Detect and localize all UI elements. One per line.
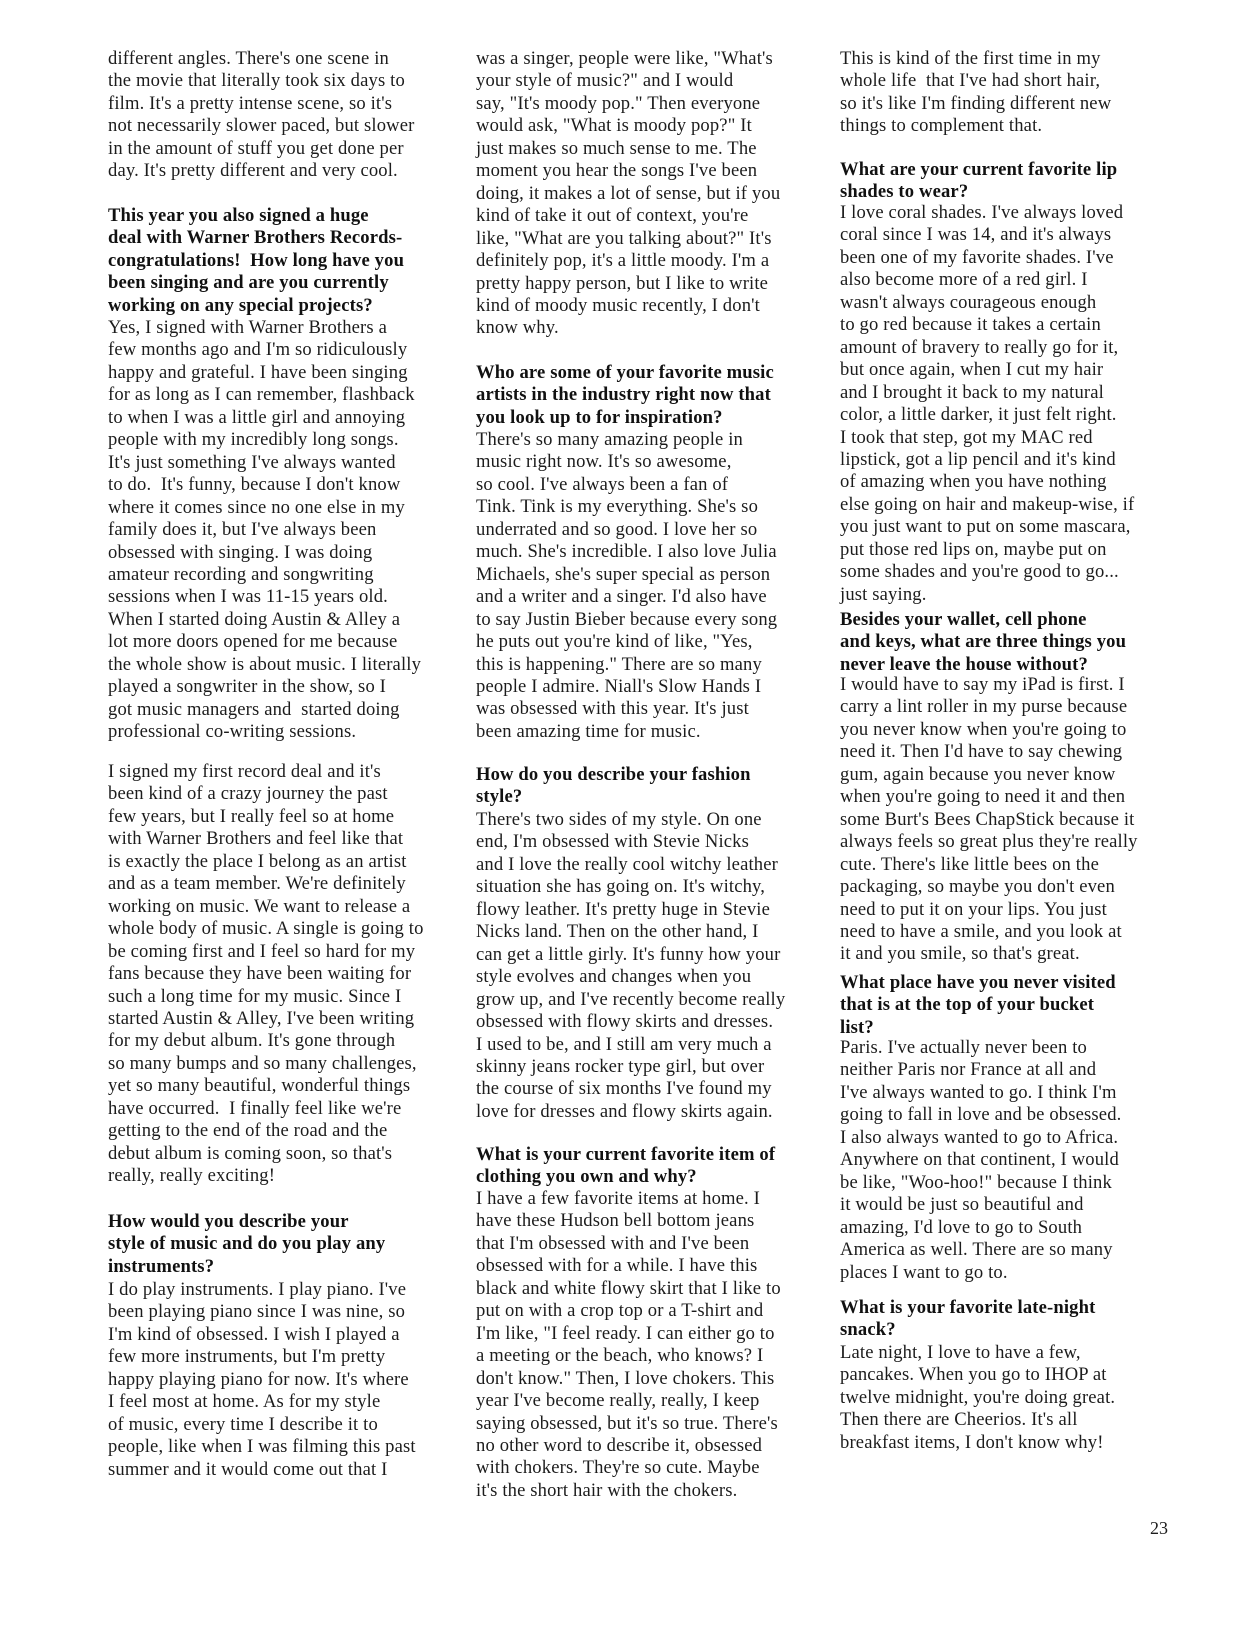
- paragraph: Late night, I love to have a few, pancakes. When you go to IHOP at twelve midnight, you're doing great. Then there are Cheerios. It's all breakfast items, I don't know why!: [840, 1342, 1116, 1453]
- question-heading: What place have you never visited that is at the top of your bucket list?: [840, 972, 1116, 1038]
- paragraph: I signed my first record deal and it's been kind of a crazy journey the past few years, but I really feel so at home with Warner Brothers and feel like that is exactly the place I belong as an artist and as a team member. We're definitely working on music. We want to release a whole body of music. A single is going to be coming first and I feel so hard for my fans because they have been waiting for such a long time for my music. Since I started Austin & Alley, I've been writing for my debut album. It's gone through so many bumps and so many challenges, yet so many beautiful, wonderful things have occurred. I finally feel like we're getting to the end of the road and the debut album is coming soon, so that's really, really exciting!: [108, 761, 424, 1187]
- page-number: 23: [1150, 1518, 1168, 1538]
- paragraph: There's so many amazing people in music right now. It's so awesome, so cool. I've always been a fan of Tink. Tink is my everything. She's so underrated and so good. I love her so much. She's incredible. I also love Julia Michaels, she's super special as person and a writer and a singer. I'd also have to say Justin Bieber because every song he puts out you're kind of like, "Yes, this is happening." There are so many people I admire. Niall's Slow Hands I was obsessed with this year. It's just been amazing time for music.: [476, 429, 778, 742]
- paragraph: different angles. There's one scene in the movie that literally took six days to film. It's a pretty intense scene, so it's not necessarily slower paced, but slower in the amount of stuff you get done per day. It's pretty different and very cool.: [108, 48, 415, 182]
- paragraph: Paris. I've actually never been to neither Paris nor France at all and I've always wanted to go. I think I'm going to fall in love and be obsessed. I also always wanted to go to Africa. Anywhere on that continent, I would be like, "Woo-hoo!" because I think it would be just so beautiful and amazing, I'd love to go to South America as well. There are so many places I want to go to.: [840, 1037, 1122, 1283]
- paragraph: I have a few favorite items at home. I have these Hudson bell bottom jeans that I'm obsessed with and I've been obsessed with for a while. I have this black and white flowy skirt that I like to put on with a crop top or a T-shirt and I'm like, "I feel ready. I can either go to a meeting or the beach, who knows? I don't know." Then, I love chokers. This year I've become really, really, I keep saying obsessed, but it's so true. There's no other word to describe it, obsessed with chokers. They're so cute. Maybe it's the short hair with the chokers.: [476, 1188, 781, 1501]
- question-heading: Besides your wallet, cell phone and keys, what are three things you never leave the house without?: [840, 609, 1127, 675]
- question-heading: What are your current favorite lip shades to wear?: [840, 159, 1118, 203]
- question-heading: How would you describe your style of music and do you play any instruments?: [108, 1211, 386, 1277]
- question-heading: What is your favorite late-night snack?: [840, 1297, 1096, 1341]
- paragraph: There's two sides of my style. On one end, I'm obsessed with Stevie Nicks and I love the really cool witchy leather situation she has going on. It's witchy, flowy leather. It's pretty huge in Stevie Nicks land. Then on the other hand, I can get a little girly. It's funny how your style evolves and changes when you grow up, and I've recently become really obsessed with flowy skirts and dresses. I used to be, and I still am very much a skinny jeans rocker type girl, but over the course of six months I've found my love for dresses and flowy skirts again.: [476, 809, 786, 1122]
- paragraph: Yes, I signed with Warner Brothers a few months ago and I'm so ridiculously happy and grateful. I have been singing for as long as I can remember, flashback to when I was a little girl and annoying people with my incredibly long songs. It's just something I've always wanted to do. It's funny, because I don't know where it comes since no one else in my family does it, but I've always been obsessed with singing. I was doing amateur recording and songwriting sessions when I was 11-15 years old. When I started doing Austin & Alley a lot more doors opened for me because the whole show is about music. I literally played a songwriter in the show, so I got music managers and started doing professional co-writing sessions.: [108, 317, 422, 743]
- question-heading: Who are some of your favorite music artists in the industry right now that you look up to for inspiration?: [476, 362, 774, 428]
- paragraph: I love coral shades. I've always loved coral since I was 14, and it's always been one of my favorite shades. I've also become more of a red girl. I wasn't always courageous enough to go red because it takes a certain amount of bravery to really go for it, but once again, when I cut my hair and I brought it back to my natural color, a little darker, it just felt right. I took that step, got my MAC red lipstick, got a lip pencil and it's kind of amazing when you have nothing else going on hair and makeup-wise, if you just want to put on some mascara, put those red lips on, maybe put on some shades and you're good to go... just saying.: [840, 202, 1135, 605]
- paragraph: This is kind of the first time in my whole life that I've had short hair, so it's like I'm finding different new things to complement that.: [840, 48, 1112, 137]
- paragraph: I do play instruments. I play piano. I've been playing piano since I was nine, so I'm kind of obsessed. I wish I played a few more instruments, but I'm pretty happy playing piano for now. It's where I feel most at home. As for my style of music, every time I describe it to people, like when I was filming this past summer and it would come out that I: [108, 1279, 416, 1480]
- paragraph: I would have to say my iPad is first. I carry a lint roller in my purse because you never know when you're going to need it. Then I'd have to say chewing gum, again because you never know when you're going to need it and then some Burt's Bees ChapStick because it always feels so great plus they're really cute. There's like little bees on the packaging, so maybe you don't even need to put it on your lips. You just need to have a smile, and you look at it and you smile, so that's great.: [840, 674, 1138, 965]
- question-heading: How do you describe your fashion style?: [476, 764, 751, 808]
- question-heading: This year you also signed a huge deal with Warner Brothers Records- congratulations! How long have you been singing and are you currently working on any special projects?: [108, 205, 405, 316]
- question-heading: What is your current favorite item of clothing you own and why?: [476, 1144, 776, 1188]
- paragraph: was a singer, people were like, "What's your style of music?" and I would say, "It's moody pop." Then everyone would ask, "What is moody pop?" It just makes so much sense to me. The moment you hear the songs I've been doing, it makes a lot of sense, but if you kind of take it out of context, you're like, "What are you talking about?" It's definitely pop, it's a little moody. I'm a pretty happy person, but I like to write kind of moody music recently, I don't know why.: [476, 48, 781, 339]
